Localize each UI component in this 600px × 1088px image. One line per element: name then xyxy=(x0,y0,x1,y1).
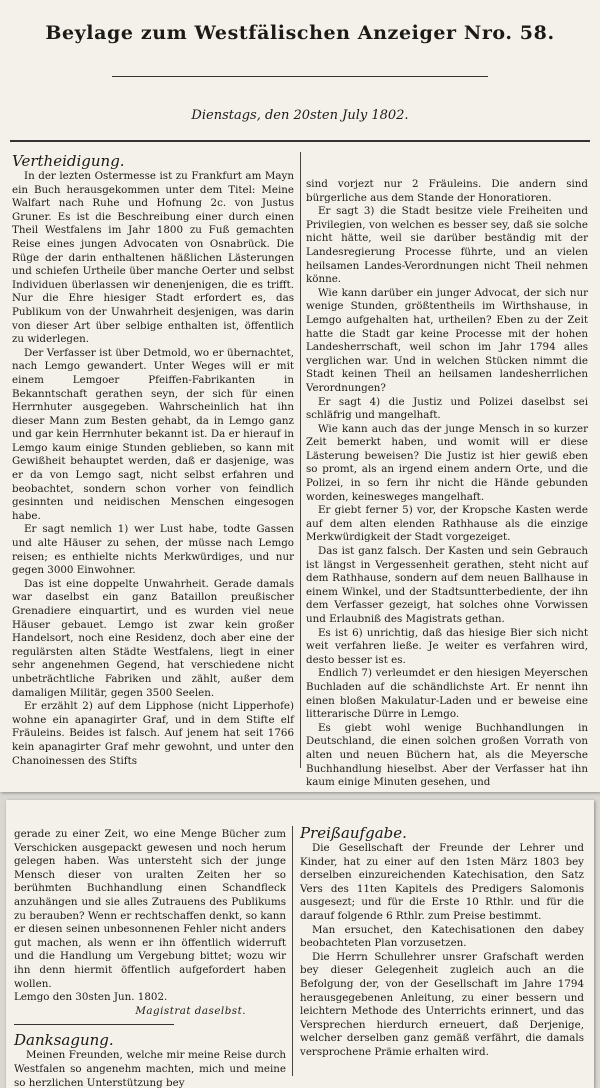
paragraph: Die Herrn Schullehrer unsrer Grafschaft werden bey dieser Gelegenheit zugleich auch an die Befolgung der, von der Gesellschaft im Jahre 1794 herausgegebenen Anleitung, zu einer bessern und leichtern Methode des Unterrichts erinnert, und das Versprechen hierdurch erneuert, daß Derjenige, welcher derselben ganz gemäß verfährt, die damals versprochene Prämie erhalten wird. xyxy=(300,950,584,1058)
paragraph: Er sagt 3) die Stadt besitze viele Freiheiten und Privilegien, von welchen es besser sey, daß sie solche nicht hätte, weil sie darüber beständig mit der Landesregierung Processe führte, und an vielen heilsamen Landes-Verordnungen nicht Theil nehmen könne. xyxy=(306,205,588,286)
paragraph: Endlich 7) verleumdet er den hiesigen Meyerschen Buchladen auf die schändlichste Art. Er nennt ihn einen bloßen Makulatur-Laden und er beweise eine litterarische Dürre in Lemgo. xyxy=(306,667,588,721)
column-right xyxy=(306,178,588,790)
paragraph: Er sagt 4) die Justiz und Polizei daselbst sei schläfrig und mangelhaft. xyxy=(306,395,588,422)
paragraph: Wie kann darüber ein junger Advocat, der sich nur wenige Stunden, größtentheils im Wirthshause, in Lemgo aufgehalten hat, urtheilen? Eben zu der Zeit hatte die Stadt gar keine Processe mit der hohen Landesherrschaft, weil schon im Jahr 1794 alles verglichen war. Und in welchen Stücken nimmt die Stadt keinen Theil an heilsamen landesherrlichen Verordnungen? xyxy=(306,286,588,394)
paragraph: Das ist ganz falsch. Der Kasten und sein Gebrauch ist längst in Vergessenheit gerathen, steht nicht auf dem Rathhause, sondern auf dem neuen Ballhause in einem Winkel, und der Stadtsuntterbediente, der ihn dem Verfasser gezeigt, hat solches ohne Vorwissen und Erlaubniß des Magistrats gethan. xyxy=(306,545,588,625)
paragraph: Wie kann auch das der junge Mensch in so kurzer Zeit bemerkt haben, und womit will er diese Lästerung beweisen? Die Justiz ist hier gewiß eben so promt, als an irgend einem andern Orte, und die Polizei, in so fern ihr nicht die Hände gebunden worden, keinesweges mangelhaft. xyxy=(306,422,588,503)
column-divider xyxy=(300,152,301,768)
paragraph: Meinen Freunden, welche mir meine Reise durch Westfalen so angenehm machten, mich und meine so herzlichen Unterstützung bey xyxy=(14,1049,286,1088)
header-rule xyxy=(10,140,590,142)
paragraph: Er sagt nemlich 1) wer Lust habe, todte Gassen und alte Häuser zu sehen, der müsse nach Lemgo reisen; es enthielte nichts Merkwürdiges, und nur gegen 3000 Einwohner. xyxy=(12,523,294,577)
paragraph: Er giebt ferner 5) vor, der Kropsche Kasten werde auf dem alten elenden Rathhause als die einzige Merkwürdigkeit der Stadt vorgezeiget. xyxy=(306,504,588,544)
dateline: Dienstags, den 20sten July 1802. xyxy=(191,108,409,123)
paragraph: In der lezten Ostermesse ist zu Frankfurt am Mayn ein Buch herausgekommen unter dem Titel: Meine Walfart nach Ruhe und Hofnung 2c. von Justus Gruner. Es ist die Beschreibung einer durch einen Theil Westfalens im Jahr 1800 zu Fuß gemachten Reise eines jungen Advocaten von Osnabrück. Die Rüge der darin enthaltenen häßlichen Lästerungen und schiefen Urtheile über manche Oerter und selbst Individuen überlassen wir denenjenigen, die es trifft. Nur die Ehre hiesiger Stadt erfordert es, das Publikum von der Unwahrheit desjenigen, was darin von dieser Art über selbige enthalten ist, öffentlich zu widerlegen. xyxy=(12,170,294,346)
column-right-bottom xyxy=(300,824,584,1060)
column-left xyxy=(12,152,294,768)
section-heading-preissaufgabe: Preißaufgabe. xyxy=(300,824,407,842)
paragraph: Es giebt wohl wenige Buchhandlungen in Deutschland, die einen solchen großen Vorrath von alten und neuen Büchern hat, als die Meyersche Buchhandlung hieselbst. Aber der Verfasser hat ihn kaum einige Minuten gesehen, und xyxy=(306,721,588,789)
section-heading-vertheidigung: Vertheidigung. xyxy=(12,152,125,170)
paragraph: Die Gesellschaft der Freunde der Lehrer und Kinder, hat zu einer auf den 1sten März 1803 bey derselben einzureichenden Katechisation, den Satz Vers des 11ten Kapitels des Predigers Salomonis ausgesezt; und für die Erste 10 Rthlr. und für die darauf folgende 6 Rthlr. zum Preise bestimmt. xyxy=(300,842,584,922)
paragraph: sind vorjezt nur 2 Fräuleins. Die andern sind bürgerliche aus dem Stande der Honoratioren. xyxy=(306,178,588,204)
masthead-rule xyxy=(112,76,488,77)
column-divider-bottom xyxy=(292,826,293,1076)
paragraph: Es ist 6) unrichtig, daß das hiesige Bier sich nicht weit verfahren ließe. Je weiter es verfahren wird, desto besser ist es. xyxy=(306,626,588,666)
paragraph: Man ersuchet, den Katechisationen den dabey beobachteten Plan vorzusetzen. xyxy=(300,923,584,950)
paragraph: Das ist eine doppelte Unwahrheit. Gerade damals war daselbst ein ganz Bataillon preußischer Grenadiere einquartirt, und es wurden viel neue Häuser gebauet. Lemgo ist zwar kein großer Handelsort, noch eine Residenz, doch aber eine der regulärsten alten Städte Westfalens, liegt in einer sehr angenehmen Gegend, hat verschiedene nicht unbeträchtliche Fabriken und zählt, außer dem damaligen Militär, gegen 3500 Seelen. xyxy=(12,577,294,699)
signature-name: Magistrat daselbst. xyxy=(135,1004,246,1017)
paragraph: Er erzählt 2) auf dem Lipphose (nicht Lipperhofe) wohne ein apanagirter Graf, und in dem Stifte elf Fräuleins. Beides ist falsch. Auf jenem hat seit 1766 kein apanagirter Graf mehr gewohnt, und unter den Chanoinessen des Stifts xyxy=(12,700,294,767)
masthead-title: Beylage zum Westfälischen Anzeiger Nro. 58. xyxy=(45,22,555,44)
paragraph: gerade zu einer Zeit, wo eine Menge Bücher zum Verschicken ausgepackt gewesen und noch herum gelegen haben. Was untersteht sich der junge Mensch dieser von uralten Zeiten her so berühmten Buchhandlung einen Schandfleck anzuhängen und sie alles Zutrauens des Publikums zu berauben? Wenn er rechtschaffen denkt, so kann er diesen seinen unbesonnenen Fehler nicht anders gut machen, als wenn er ihn öffentlich widerruft und die Handlung um Vergebung bittet; wozu wir ihn denn hiermit öffentlich aufgefordert haben wollen. xyxy=(14,828,286,990)
column-left-bottom xyxy=(14,828,286,1088)
paragraph: Der Verfasser ist über Detmold, wo er übernachtet, nach Lemgo gewandert. Unter Weges will er mit einem Lemgoer Pfeiffen-Fabrikanten in Bekanntschaft gerathen seyn, der sich für einen Herrnhuter ausgegeben. Wahrscheinlich hat ihn dieser Mann zum Besten gehabt, da in Lemgo ganz und gar kein Herrnhuter bekannt ist. Da er hierauf in Lemgo kaum einige Stunden geblieben, so kann mit Gewißheit behauptet werden, daß er dasjenige, was er da von Lemgo sagt, nicht selbst erfahren und beobachtet, sondern schon vorher von feindlich gesinnten und neidischen Menschen eingesogen habe. xyxy=(12,346,294,522)
newspaper-page-bottom xyxy=(6,800,594,1088)
section-rule xyxy=(14,1024,174,1025)
signature-date: Lemgo den 30sten Jun. 1802. xyxy=(14,991,168,1004)
section-heading-danksagung: Danksagung. xyxy=(14,1031,114,1050)
